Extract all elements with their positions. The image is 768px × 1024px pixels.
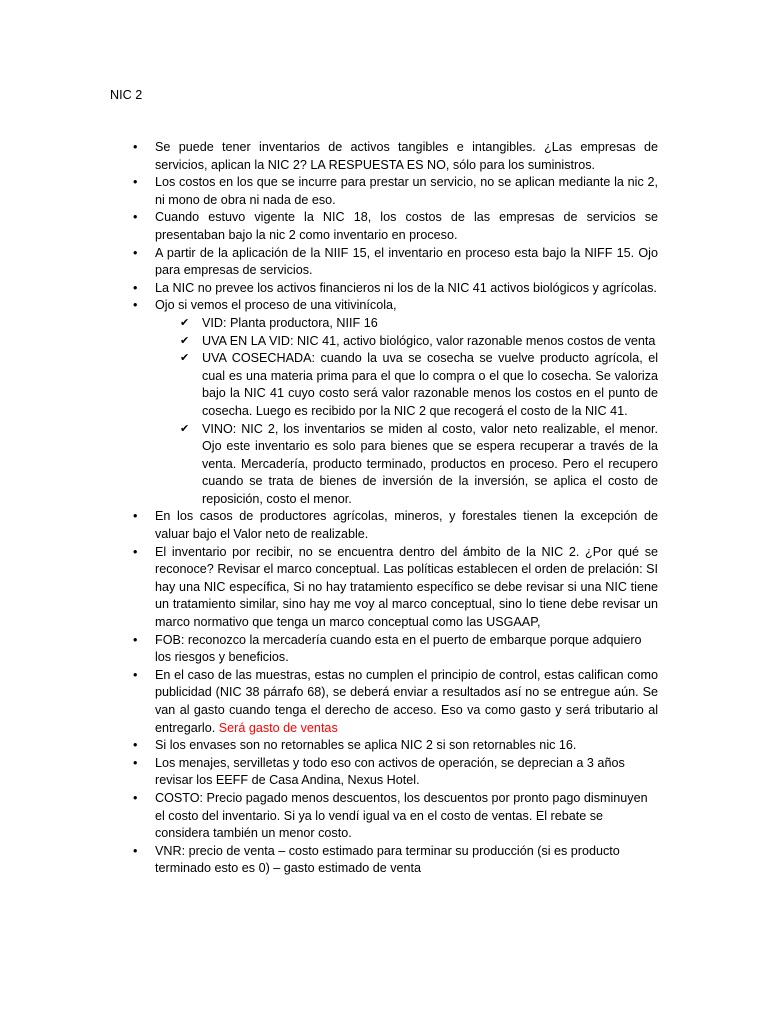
list-item: • COSTO: Precio pagado menos descuentos, los descuentos por pronto pago disminuyen el costo del inventario. Si ya lo vendí igual va en el costo de ventas. El rebate se considera también un menor costo. <box>155 790 658 843</box>
list-item: • A partir de la aplicación de la NIIF 15, el inventario en proceso esta bajo la NIFF 15. Ojo para empresas de servicios. <box>155 245 658 280</box>
list-item: • Si los envases son no retornables se aplica NIC 2 si son retornables nic 16. <box>155 737 658 755</box>
checkmark-subitem: ✔ VID: Planta productora, NIIF 16 <box>202 315 658 333</box>
list-item-text: En el caso de las muestras, estas no cumplen el principio de control, estas califican como publicidad (NIC 38 párrafo 68), se deberá enviar a resultados así no se entregue aún. Se van al gasto cuando tenga el derecho de acceso. Eso va como gasto y será tributario al entregarlo. <box>155 667 658 735</box>
checkmark-subitem: ✔ UVA COSECHADA: cuando la uva se cosecha se vuelve producto agrícola, el cual es una materia prima para el que lo compra o el que lo cosecha. Se valoriza bajo la NIC 41 cuyo costo será valor razonable menos los costos en el punto de cosecha. Luego es recibido por la NIC 2 que recogerá el costo de la NIC 41. <box>202 350 658 420</box>
list-item: • VNR: precio de venta – costo estimado para terminar su producción (si es producto terminado esto es 0) – gasto estimado de venta <box>155 843 658 878</box>
list-item: • El inventario por recibir, no se encuentra dentro del ámbito de la NIC 2. ¿Por qué se reconoce? Revisar el marco conceptual. Las políticas establecen el orden de prelación: SI hay una NIC específica, Si no hay tratamiento específico se debe revisar si una NIC tiene un tratamiento similar, sino hay me voy al marco conceptual, sino lo tiene debe revisar un marco normativo que tenga un marco conceptual como las USGAAP, <box>155 544 658 632</box>
red-note: Será gasto de ventas <box>218 720 338 735</box>
list-item: • Los costos en los que se incurre para prestar un servicio, no se aplican mediante la nic 2, ni mono de obra ni nada de eso. <box>155 174 658 209</box>
list-item: • En los casos de productores agrícolas, mineros, y forestales tienen la excepción de valuar bajo el Valor neto de realizable. <box>155 508 658 543</box>
document-title: NIC 2 <box>110 88 143 102</box>
checkmark-subitem: ✔ UVA EN LA VID: NIC 41, activo biológico, valor razonable menos costos de venta <box>202 333 658 351</box>
list-item: • Cuando estuvo vigente la NIC 18, los costos de las empresas de servicios se presentaban bajo la nic 2 como inventario en proceso. <box>155 209 658 244</box>
list-item: • FOB: reconozco la mercadería cuando esta en el puerto de embarque porque adquiero los riesgos y beneficios. <box>155 632 658 667</box>
list-item: • Ojo si vemos el proceso de una vitivinícola, <box>155 297 658 315</box>
bullet-list <box>155 139 658 878</box>
list-item: • La NIC no prevee los activos financieros ni los de la NIC 41 activos biológicos y agrícolas. <box>155 280 658 298</box>
list-item: • Los menajes, servilletas y todo eso con activos de operación, se deprecian a 3 años revisar los EEFF de Casa Andina, Nexus Hotel. <box>155 755 658 790</box>
list-item <box>155 667 658 737</box>
list-item: • Se puede tener inventarios de activos tangibles e intangibles. ¿Las empresas de servicios, aplican la NIC 2? LA RESPUESTA ES NO, sólo para los suministros. <box>155 139 658 174</box>
checkmark-subitem: ✔ VINO: NIC 2, los inventarios se miden al costo, valor neto realizable, el menor. Ojo este inventario es solo para bienes que se espera recuperar a través de la venta. Mercadería, producto terminado, productos en proceso. Pero el recupero cuando se trata de bienes de inversión de la inversión, se aplica el costo de reposición, costo el menor. <box>202 421 658 509</box>
